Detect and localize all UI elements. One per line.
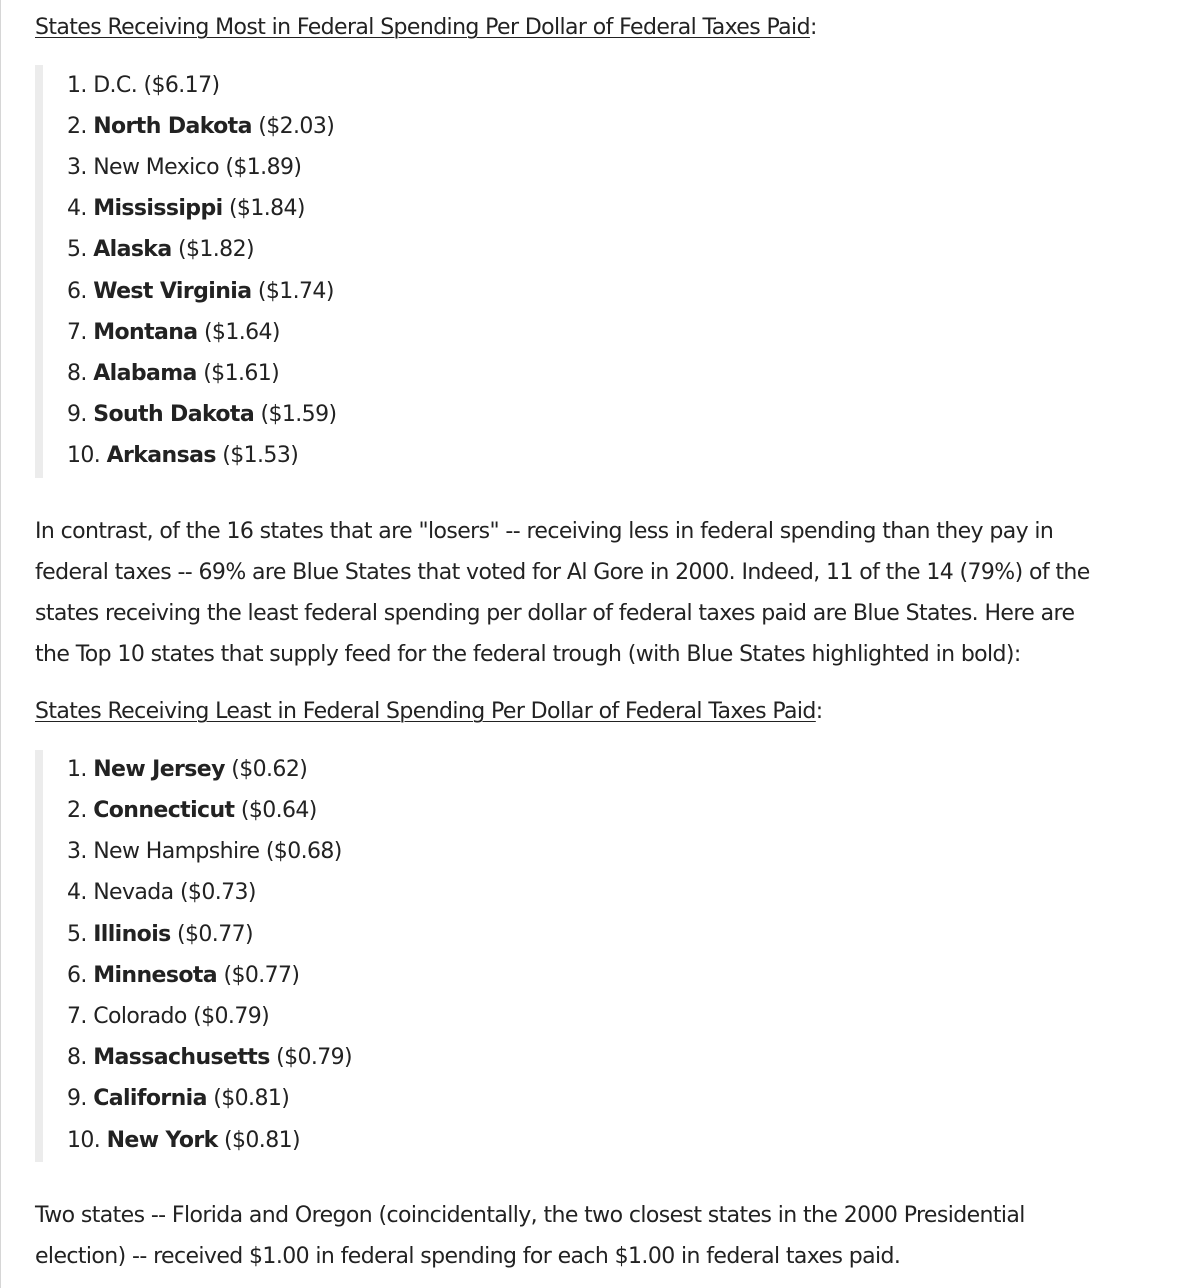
- list-item-state: Montana: [93, 320, 198, 345]
- list-item-state: Arkansas: [106, 443, 216, 468]
- list-item: [67, 71, 219, 101]
- contrast-paragraph: [35, 511, 1165, 675]
- list-item-number: 1.: [67, 757, 87, 782]
- paragraph-line: the Top 10 states that supply feed for the federal trough (with Blue States highlighted in bold):: [35, 642, 1021, 667]
- list-item-state: North Dakota: [93, 114, 252, 139]
- list-item-number: 10.: [67, 443, 101, 468]
- list-item-number: 4.: [67, 196, 87, 221]
- list-item: [67, 235, 254, 265]
- list-item-amount: ($1.84): [228, 196, 305, 221]
- paragraph-line: Two states -- Florida and Oregon (coincidentally, the two closest states in the 2000 Presidential: [35, 1203, 1025, 1228]
- list-item-number: 8.: [67, 361, 87, 386]
- list-item-state: Minnesota: [93, 963, 218, 988]
- list-item: [67, 755, 307, 785]
- least-list-blockquote: [35, 750, 735, 1162]
- list-item-state: New York: [106, 1128, 218, 1153]
- list-item: [67, 400, 336, 430]
- list-item: [67, 837, 342, 867]
- list-item-amount: ($0.81): [213, 1086, 290, 1111]
- list-item-amount: ($1.59): [260, 402, 337, 427]
- list-item-amount: ($0.64): [240, 798, 317, 823]
- list-item-state: Illinois: [93, 922, 171, 947]
- left-border-rule: [0, 0, 1, 1288]
- list-item: [67, 878, 256, 908]
- list-item-amount: ($1.82): [178, 237, 254, 262]
- most-list-heading-colon: :: [809, 15, 817, 40]
- list-item-state: New Hampshire: [93, 839, 260, 864]
- paragraph-line: states receiving the least federal spending per dollar of federal taxes paid are Blue States. Here are: [35, 601, 1075, 626]
- list-item-state: South Dakota: [93, 402, 255, 427]
- list-item-number: 10.: [67, 1128, 101, 1153]
- list-item-number: 6.: [67, 279, 87, 304]
- list-item-state: Massachusetts: [93, 1045, 270, 1070]
- list-item-amount: ($0.79): [276, 1045, 353, 1070]
- list-item-number: 1.: [67, 73, 87, 98]
- list-item-state: New Mexico: [93, 155, 219, 180]
- most-list-blockquote: [35, 65, 735, 478]
- list-item-number: 8.: [67, 1045, 87, 1070]
- list-item: [67, 796, 317, 826]
- list-item: [67, 112, 334, 142]
- list-item-number: 5.: [67, 237, 87, 262]
- list-item-number: 9.: [67, 1086, 87, 1111]
- list-item-number: 4.: [67, 880, 87, 905]
- list-item-amount: ($0.77): [177, 922, 253, 947]
- list-item: [67, 1002, 269, 1032]
- list-item-amount: ($1.53): [222, 443, 299, 468]
- list-item: [67, 277, 334, 307]
- closing-paragraph: [35, 1195, 1165, 1277]
- list-item: [67, 1084, 289, 1114]
- list-item-amount: ($1.89): [225, 155, 302, 180]
- list-item: [67, 194, 305, 224]
- list-item-state: D.C.: [93, 73, 138, 98]
- list-item-state: New Jersey: [93, 757, 225, 782]
- list-item-amount: ($0.62): [231, 757, 308, 782]
- list-item-number: 7.: [67, 320, 87, 345]
- list-item-number: 2.: [67, 114, 87, 139]
- list-item: [67, 1043, 352, 1073]
- list-item-amount: ($1.74): [257, 279, 334, 304]
- list-item-state: Colorado: [93, 1004, 187, 1029]
- list-item-amount: ($2.03): [258, 114, 335, 139]
- least-list-heading: [35, 697, 823, 727]
- list-item-state: Alabama: [93, 361, 197, 386]
- list-item: [67, 441, 298, 471]
- list-item-amount: ($1.61): [203, 361, 280, 386]
- least-list-heading-colon: :: [815, 699, 823, 724]
- list-item-state: Nevada: [93, 880, 174, 905]
- list-item-amount: ($0.68): [265, 839, 342, 864]
- list-item-amount: ($0.79): [193, 1004, 270, 1029]
- most-list-heading-text: States Receiving Most in Federal Spending Per Dollar of Federal Taxes Paid: [35, 15, 810, 40]
- list-item: [67, 153, 301, 183]
- paragraph-line: In contrast, of the 16 states that are "losers" -- receiving less in federal spending than they pay in: [35, 519, 1054, 544]
- list-item-number: 9.: [67, 402, 87, 427]
- list-item-number: 6.: [67, 963, 87, 988]
- list-item-amount: ($1.64): [203, 320, 280, 345]
- list-item-amount: ($0.81): [224, 1128, 300, 1153]
- paragraph-line: election) -- received $1.00 in federal spending for each $1.00 in federal taxes paid.: [35, 1244, 901, 1269]
- list-item-number: 3.: [67, 155, 87, 180]
- list-item-amount: ($0.77): [223, 963, 300, 988]
- list-item: [67, 920, 253, 950]
- list-item-state: West Virginia: [93, 279, 252, 304]
- list-item: [67, 359, 279, 389]
- list-item-state: Connecticut: [93, 798, 235, 823]
- list-item-number: 3.: [67, 839, 87, 864]
- list-item-state: Alaska: [93, 237, 172, 262]
- list-item-amount: ($0.73): [179, 880, 256, 905]
- most-list-heading: [35, 13, 817, 43]
- list-item: [67, 318, 280, 348]
- list-item-amount: ($6.17): [143, 73, 220, 98]
- list-item-state: Mississippi: [93, 196, 223, 221]
- list-item-number: 7.: [67, 1004, 87, 1029]
- list-item-state: California: [93, 1086, 207, 1111]
- paragraph-line: federal taxes -- 69% are Blue States that voted for Al Gore in 2000. Indeed, 11 of the 14 (79%) of the: [35, 560, 1090, 585]
- list-item-number: 5.: [67, 922, 87, 947]
- list-item: [67, 961, 299, 991]
- least-list-heading-text: States Receiving Least in Federal Spending Per Dollar of Federal Taxes Paid: [35, 699, 816, 724]
- list-item: [67, 1126, 300, 1156]
- list-item-number: 2.: [67, 798, 87, 823]
